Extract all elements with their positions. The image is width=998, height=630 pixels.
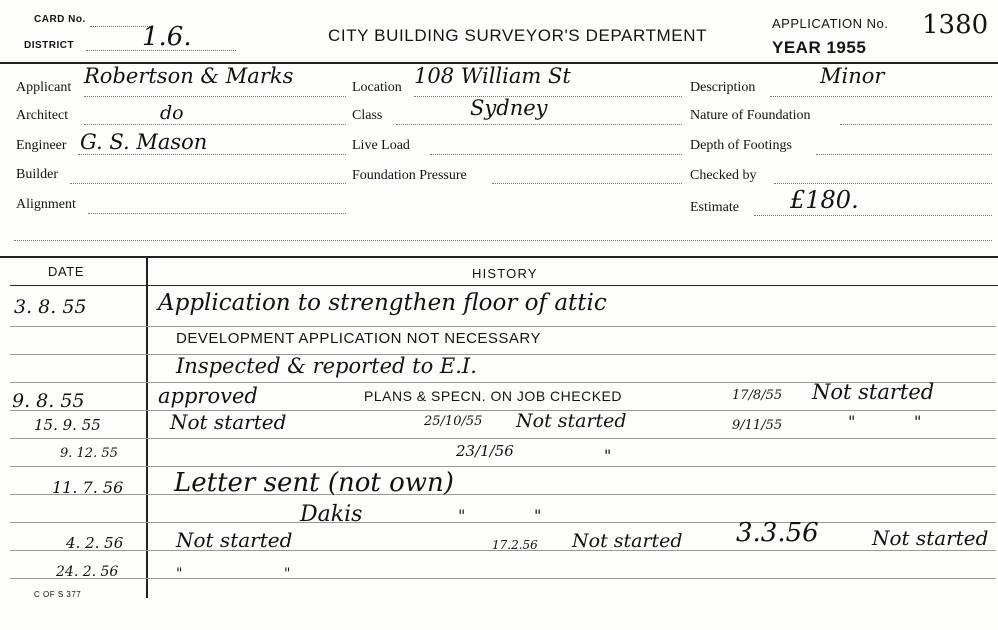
history-date-note: 3.3.56: [736, 518, 819, 548]
location-label: Location: [352, 80, 402, 95]
estimate-value: £180.: [790, 186, 859, 214]
history-date: 15. 9. 55: [34, 416, 101, 434]
location-value: 108 William St: [414, 64, 571, 88]
estimate-label: Estimate: [690, 200, 739, 215]
class-label: Class: [352, 108, 383, 123]
form-code: C OF S 377: [34, 590, 82, 599]
ditto-mark: ": [284, 566, 291, 582]
history-date: 11. 7. 56: [52, 478, 124, 497]
history-stamp: DEVELOPMENT APPLICATION NOT NECESSARY: [176, 330, 541, 347]
class-value: Sydney: [470, 96, 548, 120]
ditto-mark: ": [604, 446, 612, 465]
history-entry: Letter sent (not own): [174, 468, 454, 498]
engineer-label: Engineer: [16, 138, 67, 153]
description-label: Description: [690, 80, 756, 95]
live-load-label: Live Load: [352, 138, 410, 153]
history-date-note: 9/11/55: [732, 418, 783, 433]
history-entry: Not started: [812, 380, 935, 404]
history-entry: Application to strengthen floor of attic: [158, 290, 607, 316]
foundation-pressure-label: Foundation Pressure: [352, 168, 467, 183]
history-date-note: 23/1/56: [456, 442, 514, 460]
history-date: 4. 2. 56: [66, 534, 124, 552]
history-entry: Not started: [170, 410, 287, 434]
application-no-label: APPLICATION No.: [772, 16, 889, 31]
checked-by-label: Checked by: [690, 168, 757, 183]
depth-footings-label: Depth of Footings: [690, 138, 792, 153]
history-date-note: 17.2.56: [492, 538, 538, 552]
ditto-mark: ": [534, 506, 542, 525]
history-column-header: HISTORY: [472, 266, 538, 281]
application-no: 1380: [922, 10, 989, 40]
architect-value: do: [160, 102, 184, 124]
applicant-label: Applicant: [16, 80, 72, 95]
alignment-label: Alignment: [16, 197, 76, 212]
history-entry: Inspected & reported to E.I.: [176, 354, 477, 378]
department-title: CITY BUILDING SURVEYOR'S DEPARTMENT: [328, 26, 708, 45]
year-label: YEAR 1955: [772, 38, 867, 57]
history-date-note: 17/8/55: [732, 388, 783, 403]
district-value: 1.6.: [142, 22, 192, 52]
date-column-header: DATE: [48, 264, 85, 279]
history-entry: Dakis: [300, 502, 363, 527]
history-entry: Not started: [872, 526, 989, 550]
applicant-value: Robertson & Marks: [84, 64, 294, 88]
history-entry: Not started: [516, 410, 627, 432]
ditto-mark: ": [458, 506, 466, 525]
ditto-mark: ": [848, 412, 856, 431]
engineer-value: G. S. Mason: [80, 130, 208, 154]
description-value: Minor: [820, 64, 885, 88]
district-label: DISTRICT: [24, 40, 75, 51]
history-date: 3. 8. 55: [14, 296, 87, 318]
builder-label: Builder: [16, 167, 58, 182]
history-entry: approved: [158, 384, 258, 408]
history-entry: Not started: [176, 528, 293, 552]
ditto-mark: ": [176, 566, 183, 582]
history-date-note: 25/10/55: [424, 414, 483, 429]
architect-label: Architect: [16, 108, 69, 123]
nature-foundation-label: Nature of Foundation: [690, 108, 811, 123]
ditto-mark: ": [914, 412, 922, 431]
history-stamp: PLANS & SPECN. ON JOB CHECKED: [364, 388, 623, 404]
history-date: 24. 2. 56: [56, 564, 119, 580]
history-entry: Not started: [572, 530, 683, 552]
card-no-label: CARD No.: [34, 14, 86, 25]
history-date: 9. 8. 55: [12, 390, 85, 412]
history-date: 9. 12. 55: [60, 446, 118, 461]
